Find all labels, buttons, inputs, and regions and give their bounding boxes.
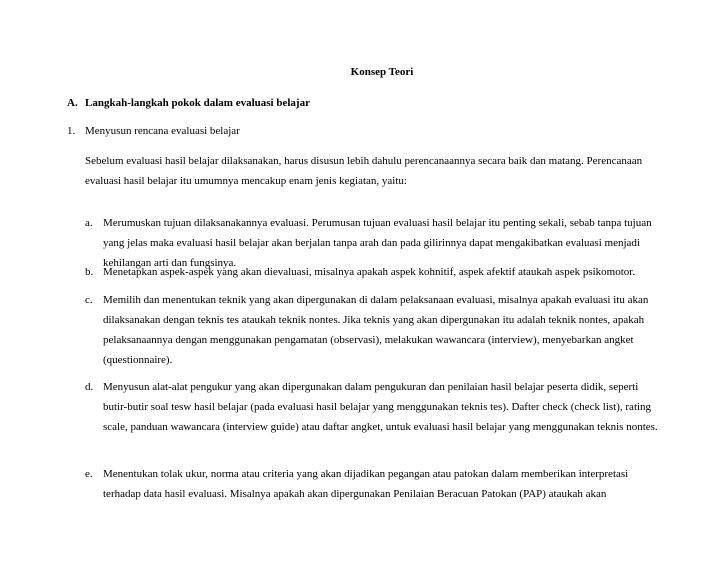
list-item: [85, 262, 661, 282]
item-heading: [67, 124, 240, 138]
intro-paragraph: Sebelum evaluasi hasil belajar dilaksanakan, harus disusun lebih dahulu perencanaannya secara baik dan matang. Perencanaan evaluasi hasil belajar itu umumnya mencakup enam jenis kegiatan, yaitu:: [85, 155, 643, 187]
list-item: [85, 290, 661, 370]
section-marker: A.: [67, 97, 78, 109]
list-item-text: Menentukan tolak ukur, norma atau criteria yang akan dijadikan pegangan atau patokan dalam memberikan interpretasi terhadap data hasil evaluasi. Misalnya apakah akan dipergunakan Penilaian Beracuan Patokan (PAP) ataukah akan: [103, 468, 629, 500]
list-item: [85, 377, 661, 437]
section-heading: [67, 96, 310, 110]
list-item-text: Menyusun alat-alat pengukur yang akan dipergunakan dalam pengukuran dan penilaian hasil belajar peserta didik, seperti butir-butir soal tesw hasil belajar (pada evaluasi hasil belajar yang menggunakan teknis tes). Dafter check (check list), rating scale, panduan wawancara (interview guide) atau daftar angket, untuk evaluasi hasil belajar yang menggunakan teknis nontes.: [103, 381, 658, 433]
list-item-text: Menetapkan aspek-aspek yang akan dievaluasi, misalnya apakah aspek kohnitif, aspek afektif ataukah aspek psikomotor.: [103, 266, 636, 278]
list-item: [85, 464, 661, 504]
item-marker: 1.: [67, 125, 76, 137]
item-heading-text: Menyusun rencana evaluasi belajar: [85, 125, 240, 137]
list-item-text: Merumuskan tujuan dilaksanakannya evaluasi. Perumusan tujuan evaluasi hasil belajar itu penting sekali, sebab tanpa tujuan yang jelas maka evaluasi hasil belajar akan berjalan tanpa arah dan pada gilirinnya dapat mengakibatkan evaluasi menjadi kehilangan arti dan fungsinya.: [103, 217, 652, 269]
list-item-marker: b.: [85, 266, 94, 278]
page-title: Konsep Teori: [350, 66, 414, 78]
list-item-marker: d.: [85, 381, 94, 393]
list-item-text: Memilih dan menentukan teknik yang akan dipergunakan di dalam pelaksanaan evaluasi, misalnya apakah evaluasi itu akan dilaksanakan dengan teknis tes ataukah teknik nontes. Jika teknis yang akan dipergunakan itu adalah teknik nontes, apakah pelaksanaannya dengan menggunakan pengamatan (observasi), melakukan wawancara (interview), menyebarkan angket (questionnaire).: [103, 294, 649, 366]
section-heading-text: Langkah-langkah pokok dalam evaluasi belajar: [85, 97, 310, 109]
list-item-marker: e.: [85, 468, 93, 480]
list-item-marker: c.: [85, 294, 93, 306]
list-item-marker: a.: [85, 217, 93, 229]
